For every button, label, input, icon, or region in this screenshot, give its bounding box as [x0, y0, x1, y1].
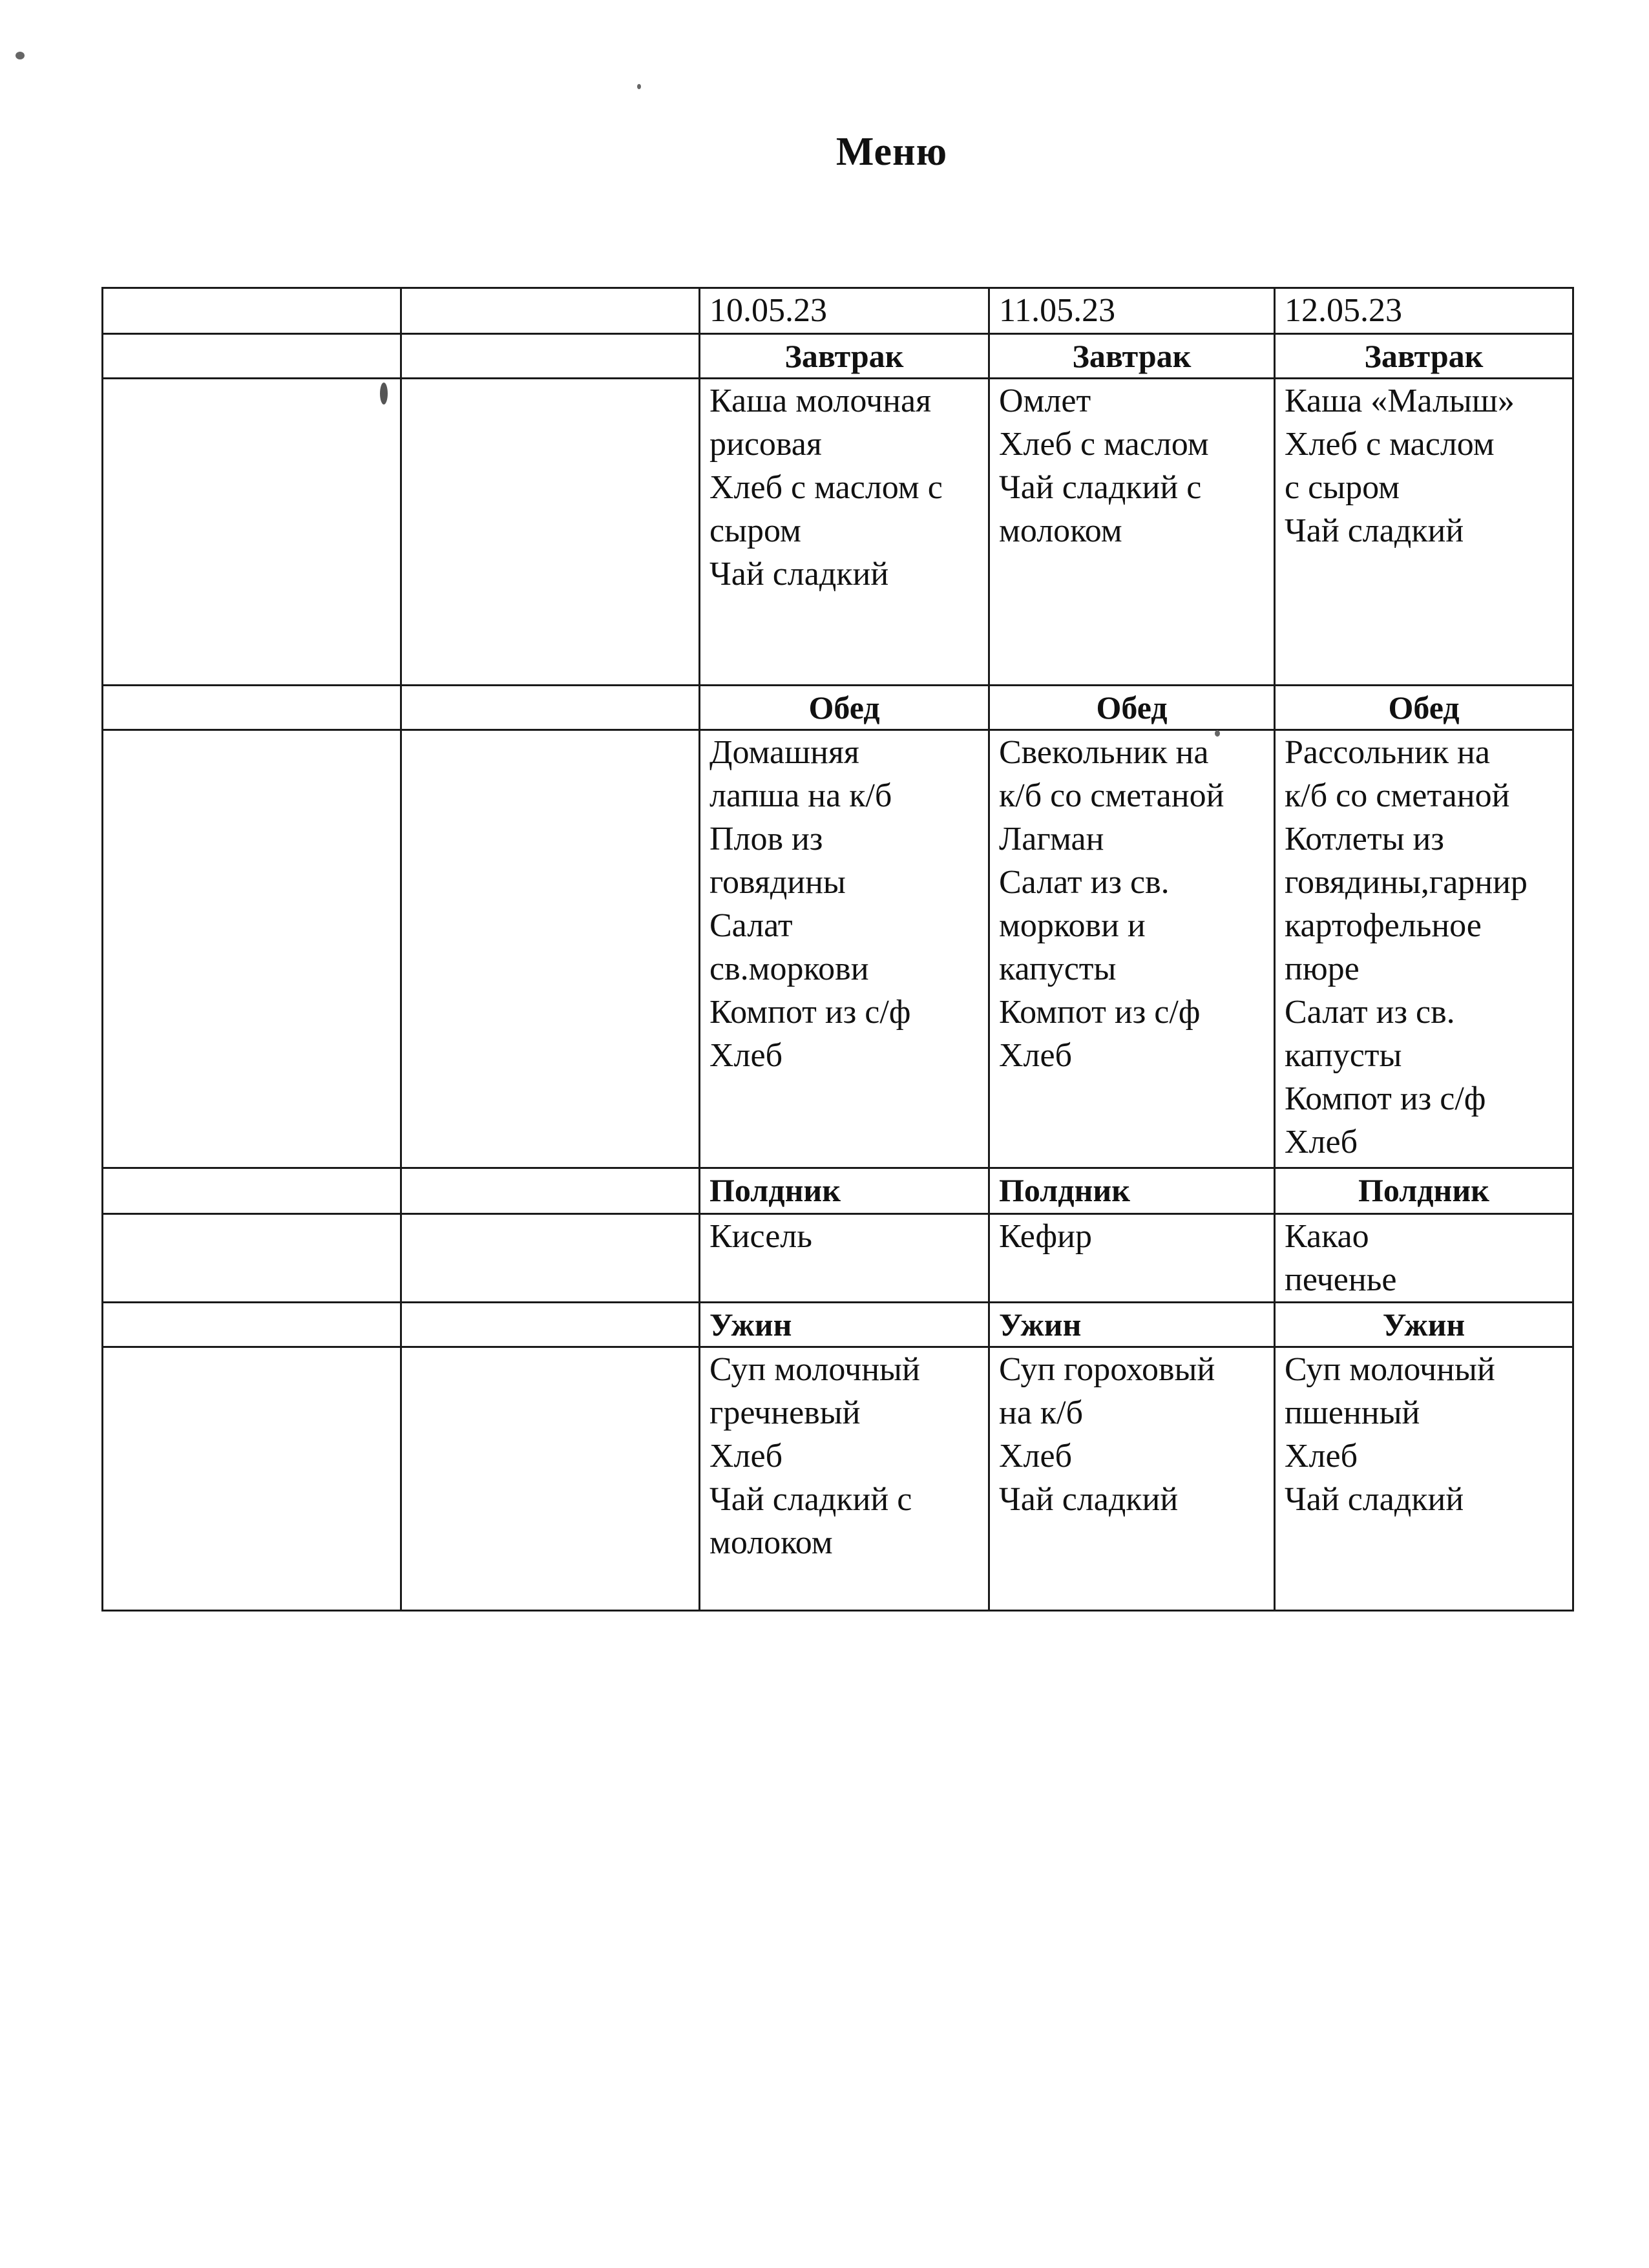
date-cell: 10.05.23 [700, 288, 989, 334]
meal-label: Ужин [1275, 1303, 1573, 1347]
meal-header-row [103, 1303, 1573, 1347]
meal-dishes-row [103, 730, 1573, 1168]
scan-speck [1215, 730, 1220, 737]
meal-header-row [103, 334, 1573, 379]
empty-cell [103, 686, 401, 730]
empty-cell [401, 334, 700, 379]
empty-cell [401, 288, 700, 334]
scan-speck [380, 383, 388, 404]
meal-dishes-row [103, 1347, 1573, 1611]
empty-cell [103, 379, 401, 686]
meal-label: Обед [1275, 686, 1573, 730]
empty-cell [103, 1347, 401, 1611]
dates-row [103, 288, 1573, 334]
meal-label: Ужин [989, 1303, 1275, 1347]
meal-label: Полдник [1275, 1168, 1573, 1214]
meal-dishes-row [103, 379, 1573, 686]
meal-dishes-row [103, 1214, 1573, 1303]
empty-cell [103, 1214, 401, 1303]
meal-label: Завтрак [1275, 334, 1573, 379]
dish-cell: Кисель [700, 1214, 989, 1303]
dish-cell: Рассольник на к/б со сметаной Котлеты из говядины,гарнир картофельное пюре Салат из св. капусты Компот из с/ф Хлеб [1275, 730, 1573, 1168]
empty-cell [401, 1168, 700, 1214]
meal-header-row [103, 686, 1573, 730]
dish-cell: Суп молочный пшенный Хлеб Чай сладкий [1275, 1347, 1573, 1611]
empty-cell [401, 730, 700, 1168]
page-title: Меню [835, 130, 948, 174]
empty-cell [401, 1347, 700, 1611]
dish-cell: Суп молочный гречневый Хлеб Чай сладкий с молоком [700, 1347, 989, 1611]
empty-cell [103, 1168, 401, 1214]
dish-cell: Свекольник на к/б со сметаной Лагман Салат из св. моркови и капусты Компот из с/ф Хлеб [989, 730, 1275, 1168]
meal-label: Обед [989, 686, 1275, 730]
dish-cell: Домашняя лапша на к/б Плов из говядины Салат св.моркови Компот из с/ф Хлеб [700, 730, 989, 1168]
empty-cell [401, 379, 700, 686]
empty-cell [103, 730, 401, 1168]
dish-cell: Каша «Малыш» Хлеб с маслом с сыром Чай сладкий [1275, 379, 1573, 686]
empty-cell [103, 288, 401, 334]
empty-cell [103, 1303, 401, 1347]
empty-cell [401, 1214, 700, 1303]
meal-label: Полдник [989, 1168, 1275, 1214]
scan-speck [16, 52, 25, 59]
dish-cell: Суп гороховый на к/б Хлеб Чай сладкий [989, 1347, 1275, 1611]
meal-label: Обед [700, 686, 989, 730]
empty-cell [401, 686, 700, 730]
scan-speck [637, 84, 641, 89]
meal-label: Ужин [700, 1303, 989, 1347]
menu-table [101, 287, 1574, 1612]
date-cell: 11.05.23 [989, 288, 1275, 334]
meal-label: Завтрак [989, 334, 1275, 379]
dish-cell: Кефир [989, 1214, 1275, 1303]
meal-label: Полдник [700, 1168, 989, 1214]
meal-header-row [103, 1168, 1573, 1214]
dish-cell: Какао печенье [1275, 1214, 1573, 1303]
dish-cell: Каша молочная рисовая Хлеб с маслом с сыром Чай сладкий [700, 379, 989, 686]
empty-cell [401, 1303, 700, 1347]
empty-cell [103, 334, 401, 379]
dish-cell: Омлет Хлеб с маслом Чай сладкий с молоком [989, 379, 1275, 686]
date-cell: 12.05.23 [1275, 288, 1573, 334]
meal-label: Завтрак [700, 334, 989, 379]
